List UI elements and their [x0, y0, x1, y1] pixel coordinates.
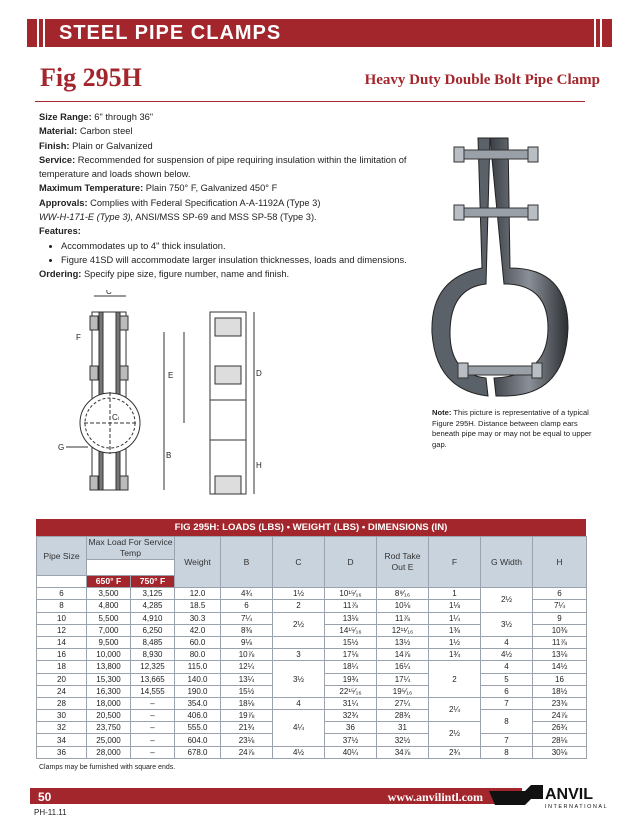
table-row [37, 697, 587, 709]
spec-value: Carbon steel [79, 126, 133, 137]
table-cell: 3½ [481, 612, 533, 636]
table-cell: 18,000 [87, 697, 131, 709]
header-max-load: Max Load For Service Temp [88, 537, 173, 558]
table-cell: 6 [37, 588, 87, 600]
note-label: Note: [432, 408, 452, 417]
table-cell: 26¾ [533, 722, 587, 734]
table-cell: 13⅛ [325, 612, 377, 624]
figure-title: Fig 295H [40, 63, 142, 92]
table-cell: 13,665 [131, 673, 175, 685]
table-cell: 15,300 [87, 673, 131, 685]
header-spacer [37, 576, 87, 588]
table-cell: 4¾ [221, 588, 273, 600]
dim-label-b: B [166, 451, 172, 460]
website-link[interactable]: www.anvilintl.com [387, 790, 483, 804]
table-cell: 10⅞ [221, 649, 273, 661]
table-cell: 8 [481, 746, 533, 758]
table-cell: 2 [273, 600, 325, 612]
header-c: C [273, 537, 325, 588]
spec-value: 6" through 36" [94, 112, 154, 122]
table-cell: 34⅞ [377, 746, 429, 758]
table-cell: 8 [37, 600, 87, 612]
table-cell: 5,500 [87, 612, 131, 624]
table-cell: 17⅛ [325, 649, 377, 661]
table-cell: 8,930 [131, 649, 175, 661]
table-cell: 16 [533, 673, 587, 685]
dim-label-f: F [76, 333, 81, 342]
table-cell: 28 [37, 697, 87, 709]
table-cell: 3 [273, 649, 325, 661]
table-cell: 11⅞ [533, 636, 587, 648]
table-cell: 4 [481, 661, 533, 673]
table-cell: – [131, 710, 175, 722]
table-cell: 22¹⁵⁄₁₆ [325, 685, 377, 697]
header-h: H [533, 537, 587, 588]
document-code: PH-11.11 [34, 808, 67, 817]
table-cell: 14⅞ [377, 649, 429, 661]
feature-item: • Figure 41SD will accommodate larger insulation thicknesses, loads and dimensions. [61, 253, 414, 267]
table-cell: 3,500 [87, 588, 131, 600]
table-row [37, 710, 587, 722]
table-cell: 80.0 [175, 649, 221, 661]
table-cell: 18⅛ [221, 697, 273, 709]
dim-label-d: D [256, 369, 262, 378]
table-cell: 31 [377, 722, 429, 734]
table-cell: 354.0 [175, 697, 221, 709]
table-cell: 24 [37, 685, 87, 697]
table-cell: 2¾ [429, 746, 481, 758]
table-cell: 1⅛ [429, 600, 481, 612]
table-cell: 30.3 [175, 612, 221, 624]
table-cell: – [131, 734, 175, 746]
table-cell: 3½ [273, 661, 325, 698]
table-cell: 13½ [377, 636, 429, 648]
table-cell: 8,485 [131, 636, 175, 648]
table-cell: 7,000 [87, 624, 131, 636]
banner-tick [594, 19, 596, 47]
table-cell: 13,800 [87, 661, 131, 673]
table-cell: 4½ [273, 746, 325, 758]
header-750: 750° F [131, 576, 175, 588]
features-list [39, 239, 414, 268]
anvil-logo [485, 777, 615, 812]
table-cell: 4,285 [131, 600, 175, 612]
header-d: D [325, 537, 377, 588]
table-cell: 14,555 [131, 685, 175, 697]
table-cell: 37½ [325, 734, 377, 746]
table-cell: 7¼ [533, 600, 587, 612]
table-cell: 36 [325, 722, 377, 734]
table-cell: 32 [37, 722, 87, 734]
table-cell: 1¾ [429, 649, 481, 661]
table-cell: 10¹⁵⁄₁₆ [325, 588, 377, 600]
table-cell: 12¼ [221, 661, 273, 673]
table-cell: 2½ [429, 722, 481, 746]
table-cell: 21¾ [221, 722, 273, 734]
table-cell: 10⅜ [533, 624, 587, 636]
table-cell [273, 636, 325, 648]
table-cell: 1¼ [429, 612, 481, 624]
banner-tick [43, 19, 45, 47]
table-cell: 2½ [481, 588, 533, 612]
spec-label: Features: [39, 226, 81, 237]
table-cell: 14¹⁵⁄₁₆ [325, 624, 377, 636]
table-row [37, 649, 587, 661]
clamp-photo [430, 128, 570, 408]
table-cell: 31¼ [325, 697, 377, 709]
table-cell: 11⅞ [377, 612, 429, 624]
table-cell: 28,000 [87, 746, 131, 758]
table-cell: 25,000 [87, 734, 131, 746]
table-cell: 4½ [481, 649, 533, 661]
table-cell: 11⅞ [325, 600, 377, 612]
table-cell: 23⅜ [533, 697, 587, 709]
section-banner [27, 19, 612, 47]
figure-subtitle: Heavy Duty Double Bolt Pipe Clamp [364, 72, 600, 88]
table-cell: 20 [37, 673, 87, 685]
header-weight: Weight [175, 537, 221, 588]
table-cell: 19⅞ [221, 710, 273, 722]
table-cell: 2 [429, 661, 481, 698]
table-cell: 604.0 [175, 734, 221, 746]
spec-label: Maximum Temperature: [39, 183, 144, 194]
table-cell: 36 [37, 746, 87, 758]
spec-list [39, 110, 414, 282]
table-cell: 115.0 [175, 661, 221, 673]
table-cell: 12¹¹⁄₁₆ [377, 624, 429, 636]
table-cell: 12.0 [175, 588, 221, 600]
table-cell: 16,300 [87, 685, 131, 697]
spec-value: Specify pipe size, figure number, name and finish. [83, 269, 290, 280]
table-cell: 4,910 [131, 612, 175, 624]
spec-value: WW-H-171-E (Type 3), [39, 212, 134, 223]
divider [35, 101, 585, 102]
table-cell: 16 [37, 649, 87, 661]
table-cell: – [131, 746, 175, 758]
dim-label-centerline: Cₗ [112, 413, 120, 422]
spec-value: Recommended for suspension of pipe requiring insulation within the limitation of temperature and loads shown below. [39, 154, 407, 180]
spec-label: Ordering: [39, 269, 82, 280]
table-cell: 23⅛ [221, 734, 273, 746]
table-cell: 4¼ [273, 710, 325, 747]
table-cell: 19¾ [325, 673, 377, 685]
table-cell: 1⅜ [429, 624, 481, 636]
table-cell: 27¼ [377, 697, 429, 709]
table-cell: 18.5 [175, 600, 221, 612]
table-row [37, 746, 587, 758]
table-cell: 2½ [273, 612, 325, 636]
table-cell: 140.0 [175, 673, 221, 685]
logo-subtext: INTERNATIONAL [545, 804, 609, 810]
table-cell: 15½ [325, 636, 377, 648]
header-rod-take-out: Rod Take Out E [377, 537, 429, 588]
spec-value: Complies with Federal Specification A-A-1192A (Type 3) [90, 197, 321, 208]
logo-text: ANVIL [545, 786, 593, 803]
table-cell: 1 [429, 588, 481, 600]
table-cell: 8⅜ [221, 624, 273, 636]
table-cell: 30⅛ [533, 746, 587, 758]
table-cell: 7¼ [221, 612, 273, 624]
table-cell: 32¾ [325, 710, 377, 722]
table-cell: 5 [481, 673, 533, 685]
table-row [37, 636, 587, 648]
table-cell: 24⅞ [221, 746, 273, 758]
header-pipe-size: Pipe Size [37, 537, 87, 576]
table-cell: 1½ [273, 588, 325, 600]
table-cell: 28⅛ [533, 734, 587, 746]
header-g: G Width [481, 537, 533, 588]
dim-label-e: E [168, 371, 174, 380]
table-cell: 9,500 [87, 636, 131, 648]
spec-value: Plain 750° F, Galvanized 450° F [145, 183, 278, 194]
page-number: 50 [38, 790, 52, 804]
header-b: B [221, 537, 273, 588]
table-cell: 19⁵⁄₁₆ [377, 685, 429, 697]
table-cell: 678.0 [175, 746, 221, 758]
dim-label-g: G [58, 443, 65, 452]
table-cell: 28¾ [377, 710, 429, 722]
table-row [37, 588, 587, 600]
spec-label: Approvals: [39, 197, 88, 208]
table-cell: 8 [481, 710, 533, 734]
spec-value: ANSI/MSS SP-69 and MSS SP-58 (Type 3). [135, 212, 317, 223]
table-cell: 12,325 [131, 661, 175, 673]
table-cell: 12 [37, 624, 87, 636]
table-cell: 18½ [533, 685, 587, 697]
table-footnote: Clamps may be furnished with square ends. [39, 764, 176, 771]
spec-value: Plain or Galvanized [72, 140, 153, 151]
table-cell: 1½ [429, 636, 481, 648]
dimensions-table [36, 519, 586, 759]
table-caption: FIG 295H: LOADS (LBS) • WEIGHT (LBS) • DIMENSIONS (IN) [36, 519, 586, 536]
table-cell: 7 [481, 697, 533, 709]
table-cell: 2¼ [429, 697, 481, 721]
table-cell: 6,250 [131, 624, 175, 636]
table-cell: 17¼ [377, 673, 429, 685]
table-cell: 40¼ [325, 746, 377, 758]
table-cell: 30 [37, 710, 87, 722]
table-cell: 20,500 [87, 710, 131, 722]
table-cell: 42.0 [175, 624, 221, 636]
table-cell: 14½ [533, 661, 587, 673]
table-cell: 60.0 [175, 636, 221, 648]
table-cell: 32½ [377, 734, 429, 746]
table-cell: 18¼ [325, 661, 377, 673]
table-row [37, 612, 587, 624]
table-cell: 23,750 [87, 722, 131, 734]
table-cell: 3,125 [131, 588, 175, 600]
table-cell: 4 [273, 697, 325, 709]
table-cell: 8⁹⁄₁₆ [377, 588, 429, 600]
header-650: 650° F [87, 576, 131, 588]
table-cell: – [131, 722, 175, 734]
dim-label-h: H [256, 461, 262, 470]
note-text: This picture is representative of a typical Figure 295H. Distance between clamp ears beneath pipe may or may not be equal to upper gap. [432, 408, 592, 449]
table-cell: 13¼ [221, 673, 273, 685]
table-cell: 6 [481, 685, 533, 697]
table-cell: 24⅞ [533, 710, 587, 722]
table-row [37, 661, 587, 673]
header-f: F [429, 537, 481, 588]
feature-item: • Accommodates up to 4" thick insulation. [61, 239, 414, 253]
table-cell: 10⅛ [377, 600, 429, 612]
photo-note [432, 408, 592, 450]
banner-tick [600, 19, 602, 47]
table-cell: 190.0 [175, 685, 221, 697]
table-cell: 14 [37, 636, 87, 648]
table-cell: 18 [37, 661, 87, 673]
table-cell: 6 [221, 600, 273, 612]
dim-label-c: C [106, 290, 112, 296]
table-cell: 6 [533, 588, 587, 600]
table-cell: 10 [37, 612, 87, 624]
table-cell: 13⅛ [533, 649, 587, 661]
spec-label: Size Range: [39, 112, 92, 122]
table-cell: 15½ [221, 685, 273, 697]
table-cell: 4 [481, 636, 533, 648]
banner-title: STEEL PIPE CLAMPS [59, 22, 282, 44]
table-cell: – [131, 697, 175, 709]
table-cell: 34 [37, 734, 87, 746]
table-cell: 16¼ [377, 661, 429, 673]
spec-label: Finish: [39, 140, 70, 151]
table-cell: 9⅛ [221, 636, 273, 648]
table-cell: 9 [533, 612, 587, 624]
banner-tick [37, 19, 39, 47]
table-cell: 406.0 [175, 710, 221, 722]
table-cell: 4,800 [87, 600, 131, 612]
spec-label: Service: [39, 154, 76, 165]
spec-label: Material: [39, 126, 78, 137]
table-cell: 7 [481, 734, 533, 746]
table-cell: 555.0 [175, 722, 221, 734]
table-cell: 10,000 [87, 649, 131, 661]
dimension-drawing [54, 290, 294, 505]
